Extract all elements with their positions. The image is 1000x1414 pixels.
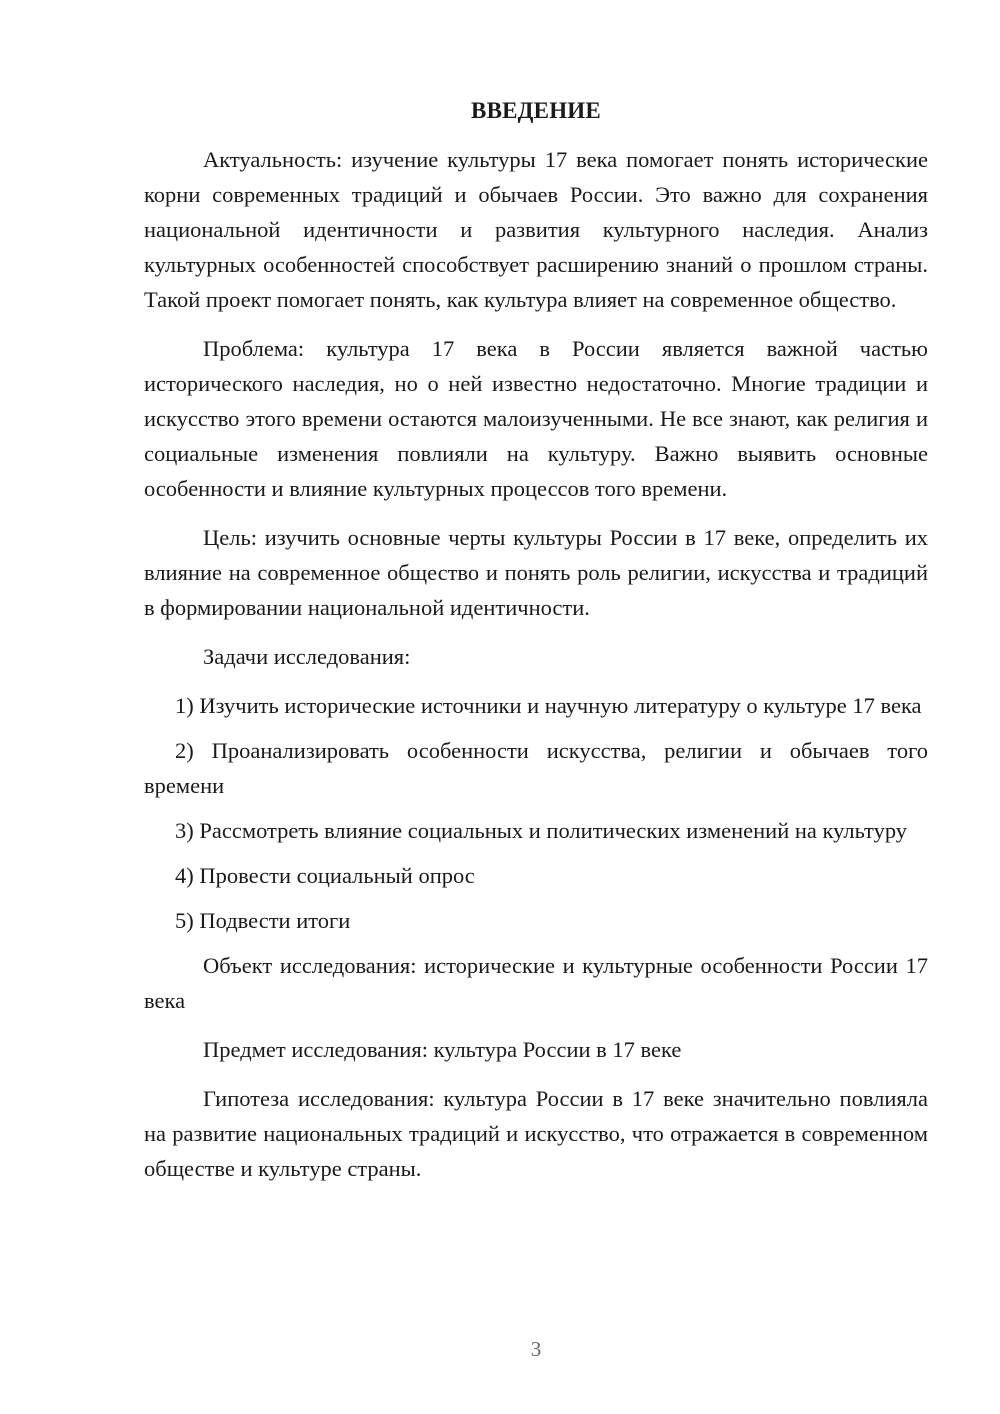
page-number: 3 xyxy=(530,1337,542,1361)
task-item: 1) Изучить исторические источники и научную литературу о культуре 17 века xyxy=(175,693,922,718)
task-item: 4) Провести социальный опрос xyxy=(175,863,475,888)
hypothesis-paragraph: Гипотеза исследования: культура России в 17 веке значительно повлияла на развитие национальных традиций и искусство, что отражается в современном обществе и культуре страны. xyxy=(144,1086,928,1181)
goal-paragraph: Цель: изучить основные черты культуры России в 17 веке, определить их влияние на современное общество и понять роль религии, искусства и традиций в формировании национальной идентичности. xyxy=(144,525,928,620)
relevance-paragraph: Актуальность: изучение культуры 17 века помогает понять исторические корни современных традиций и обычаев России. Это важно для сохранения национальной идентичности и развития культурного наследия. Анализ культурных особенностей способствует расширению знаний о прошлом страны. Такой проект помогает понять, как культура влияет на современное общество. xyxy=(144,147,928,312)
task-item: 5) Подвести итоги xyxy=(175,908,351,933)
task-item: 3) Рассмотреть влияние социальных и политических изменений на культуру xyxy=(175,818,908,843)
document-body xyxy=(144,142,928,1200)
object-paragraph: Объект исследования: исторические и культурные особенности России 17 века xyxy=(144,953,928,1013)
task-item: 2) Проанализировать особенности искусства, религии и обычаев того времени xyxy=(144,738,928,798)
page-title: ВВЕДЕНИЕ xyxy=(471,98,601,123)
subject-paragraph: Предмет исследования: культура России в 17 веке xyxy=(203,1037,682,1062)
problem-paragraph: Проблема: культура 17 века в России является важной частью исторического наследия, но о ней известно недостаточно. Многие традиции и искусство этого времени остаются малоизученными. Не все знают, как религия и социальные изменения повлияли на культуру. Важно выявить основные особенности и влияние культурных процессов того времени. xyxy=(144,336,928,501)
tasks-heading: Задачи исследования: xyxy=(203,644,411,669)
